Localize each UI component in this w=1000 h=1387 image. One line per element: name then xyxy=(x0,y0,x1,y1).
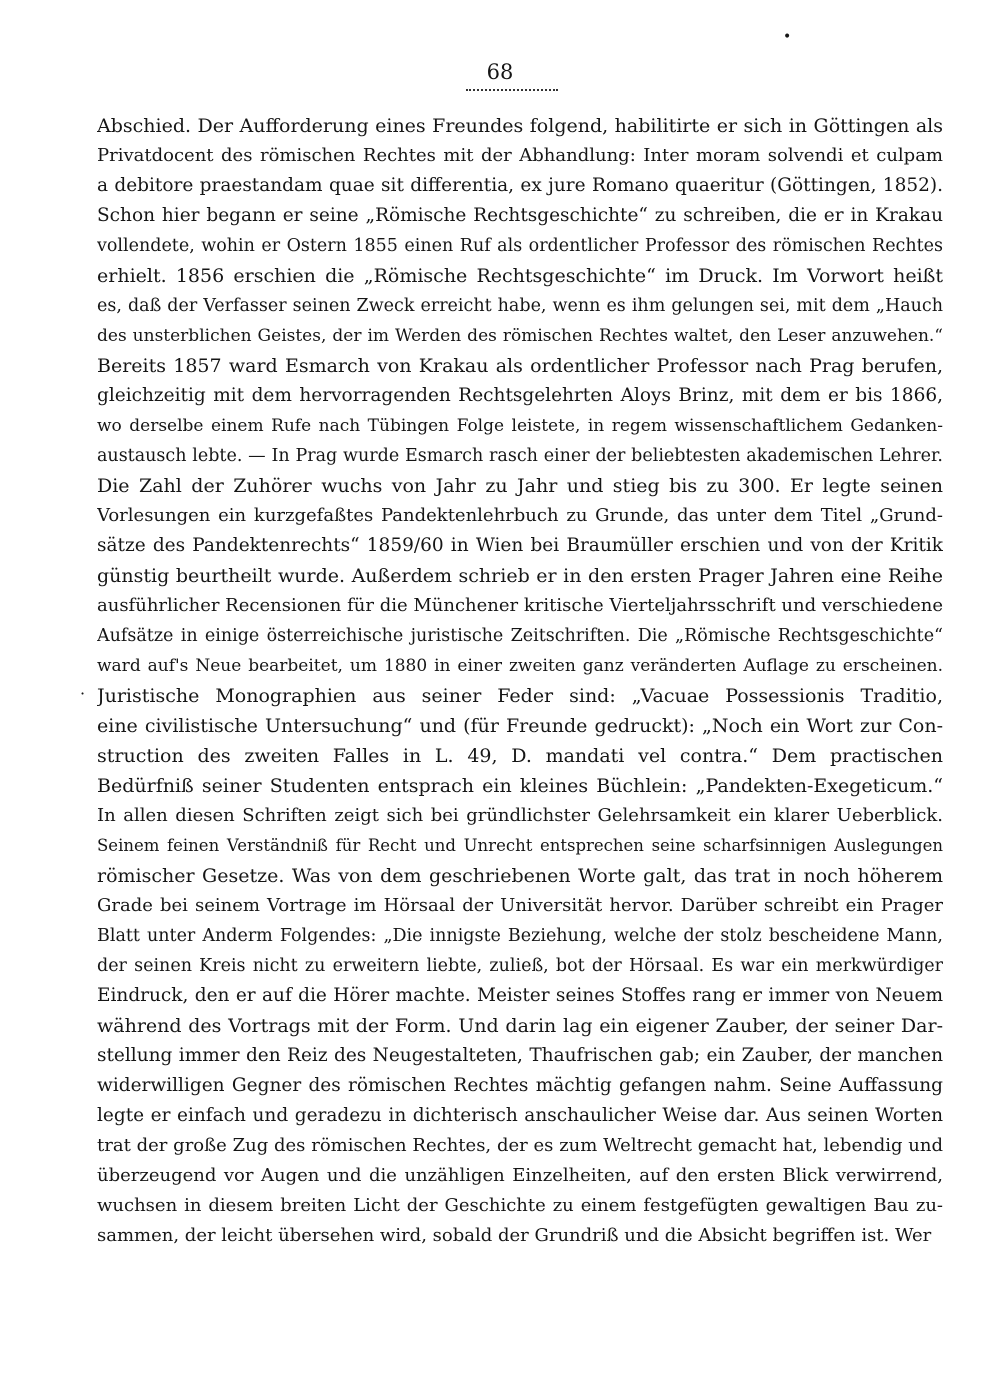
page-number: 68 xyxy=(486,60,514,84)
text-line: eine civilistische Untersuchung“ und (für Freunde gedruckt): „Noch ein Wort zur Con- xyxy=(97,715,943,737)
text-line: wuchsen in diesem breiten Licht der Geschichte zu einem festgefügten gewaltigen Bau zu- xyxy=(97,1195,943,1216)
text-line: Juristische Monographien aus seiner Feder sind: „Vacuae Possessionis Traditio, xyxy=(97,685,943,707)
text-line: wo derselbe einem Rufe nach Tübingen Folge leistete, in regem wissenschaftlichem Gedanken- xyxy=(97,416,943,436)
text-line: während des Vortrags mit der Form. Und darin lag ein eigener Zauber, der seiner Dar- xyxy=(97,1015,943,1037)
text-line: In allen diesen Schriften zeigt sich bei gründlichster Gelehrsamkeit ein klarer Ueberblick. xyxy=(97,805,943,826)
text-line: trat der große Zug des römischen Rechtes, der es zum Weltrecht gemacht hat, lebendig und xyxy=(97,1135,943,1156)
page-number-underline xyxy=(466,89,558,91)
text-line: Privatdocent des römischen Rechtes mit der Abhandlung: Inter moram solvendi et culpam xyxy=(97,145,943,166)
text-line: erhielt. 1856 erschien die „Römische Rechtsgeschichte“ im Druck. Im Vorwort heißt xyxy=(97,265,943,287)
text-line: Aufsätze in einige österreichische juristische Zeitschriften. Die „Römische Rechtsgeschichte“ xyxy=(97,626,943,646)
text-line: römischer Gesetze. Was von dem geschriebenen Worte galt, das trat in noch höherem xyxy=(97,865,943,887)
text-line: Die Zahl der Zuhörer wuchs von Jahr zu Jahr und stieg bis zu 300. Er legte seinen xyxy=(97,475,943,497)
text-line: Bereits 1857 ward Esmarch von Krakau als ordentlicher Professor nach Prag berufen, xyxy=(97,355,943,377)
text-line: ausführlicher Recensionen für die Münchener kritische Vierteljahrsschrift und verschiedene xyxy=(97,595,943,616)
text-line: Bedürfniß seiner Studenten entsprach ein kleines Büchlein: „Pandekten-Exegeticum.“ xyxy=(97,775,943,797)
text-line: vollendete, wohin er Ostern 1855 einen Ruf als ordentlicher Professor des römischen Rechtes xyxy=(97,236,943,256)
text-line: Schon hier begann er seine „Römische Rechtsgeschichte“ zu schreiben, die er in Krakau xyxy=(97,205,943,226)
text-line: widerwilligen Gegner des römischen Rechtes mächtig gefangen nahm. Seine Auffassung xyxy=(97,1075,943,1096)
text-line: struction des zweiten Falles in L. 49, D. mandati vel contra.“ Dem practischen xyxy=(97,745,943,767)
text-line: Grade bei seinem Vortrage im Hörsaal der Universität hervor. Darüber schreibt ein Prager xyxy=(97,895,943,916)
text-line: a debitore praestandam quae sit differentia, ex jure Romano quaeritur (Göttingen, 1852). xyxy=(97,175,943,196)
text-line: Blatt unter Anderm Folgendes: „Die innigste Beziehung, welche der stolz bescheidene Mann, xyxy=(97,926,943,946)
text-line: Eindruck, den er auf die Hörer machte. Meister seines Stoffes rang er immer von Neuem xyxy=(97,985,943,1006)
text-line: austausch lebte. — In Prag wurde Esmarch rasch einer der beliebtesten akademischen Lehrer. xyxy=(97,446,943,466)
text-line: Seinem feinen Verständniß für Recht und Unrecht entsprechen seine scharfsinnigen Auslegungen xyxy=(97,836,943,855)
text-line: der seinen Kreis nicht zu erweitern liebte, zuließ, bot der Hörsaal. Es war ein merkwürdiger xyxy=(97,956,943,976)
text-line: stellung immer den Reiz des Neugestalteten, Thaufrischen gab; ein Zauber, der manchen xyxy=(97,1045,943,1066)
text-line: legte er einfach und geradezu in dichterisch anschaulicher Weise dar. Aus seinen Worten xyxy=(97,1105,943,1126)
text-line: sätze des Pandektenrechts“ 1859/60 in Wien bei Braumüller erschien und von der Kritik xyxy=(97,535,943,556)
text-line: es, daß der Verfasser seinen Zweck erreicht habe, wenn es ihm gelungen sei, mit dem „Hauch xyxy=(97,296,943,316)
margin-mark: · xyxy=(80,684,86,703)
text-line: des unsterblichen Geistes, der im Werden des römischen Rechtes waltet, den Leser anzuwehen.“ xyxy=(97,326,943,346)
scan-speck: • xyxy=(783,29,792,45)
text-line: Vorlesungen ein kurzgefaßtes Pandektenlehrbuch zu Grunde, das unter dem Titel „Grund- xyxy=(97,505,943,526)
text-line: sammen, der leicht übersehen wird, sobald der Grundriß und die Absicht begriffen ist. Wer xyxy=(97,1225,932,1246)
text-line: gleichzeitig mit dem hervorragenden Rechtsgelehrten Aloys Brinz, mit dem er bis 1866, xyxy=(97,385,943,406)
text-line: überzeugend vor Augen und die unzähligen Einzelheiten, auf den ersten Blick verwirrend, xyxy=(97,1165,943,1186)
text-line: ward auf's Neue bearbeitet, um 1880 in einer zweiten ganz veränderten Auflage zu erscheinen. xyxy=(97,656,943,676)
text-line: Abschied. Der Aufforderung eines Freundes folgend, habilitirte er sich in Göttingen als xyxy=(97,115,943,137)
body-text xyxy=(97,111,943,1251)
text-line: günstig beurtheilt wurde. Außerdem schrieb er in den ersten Prager Jahren eine Reihe xyxy=(97,565,943,587)
